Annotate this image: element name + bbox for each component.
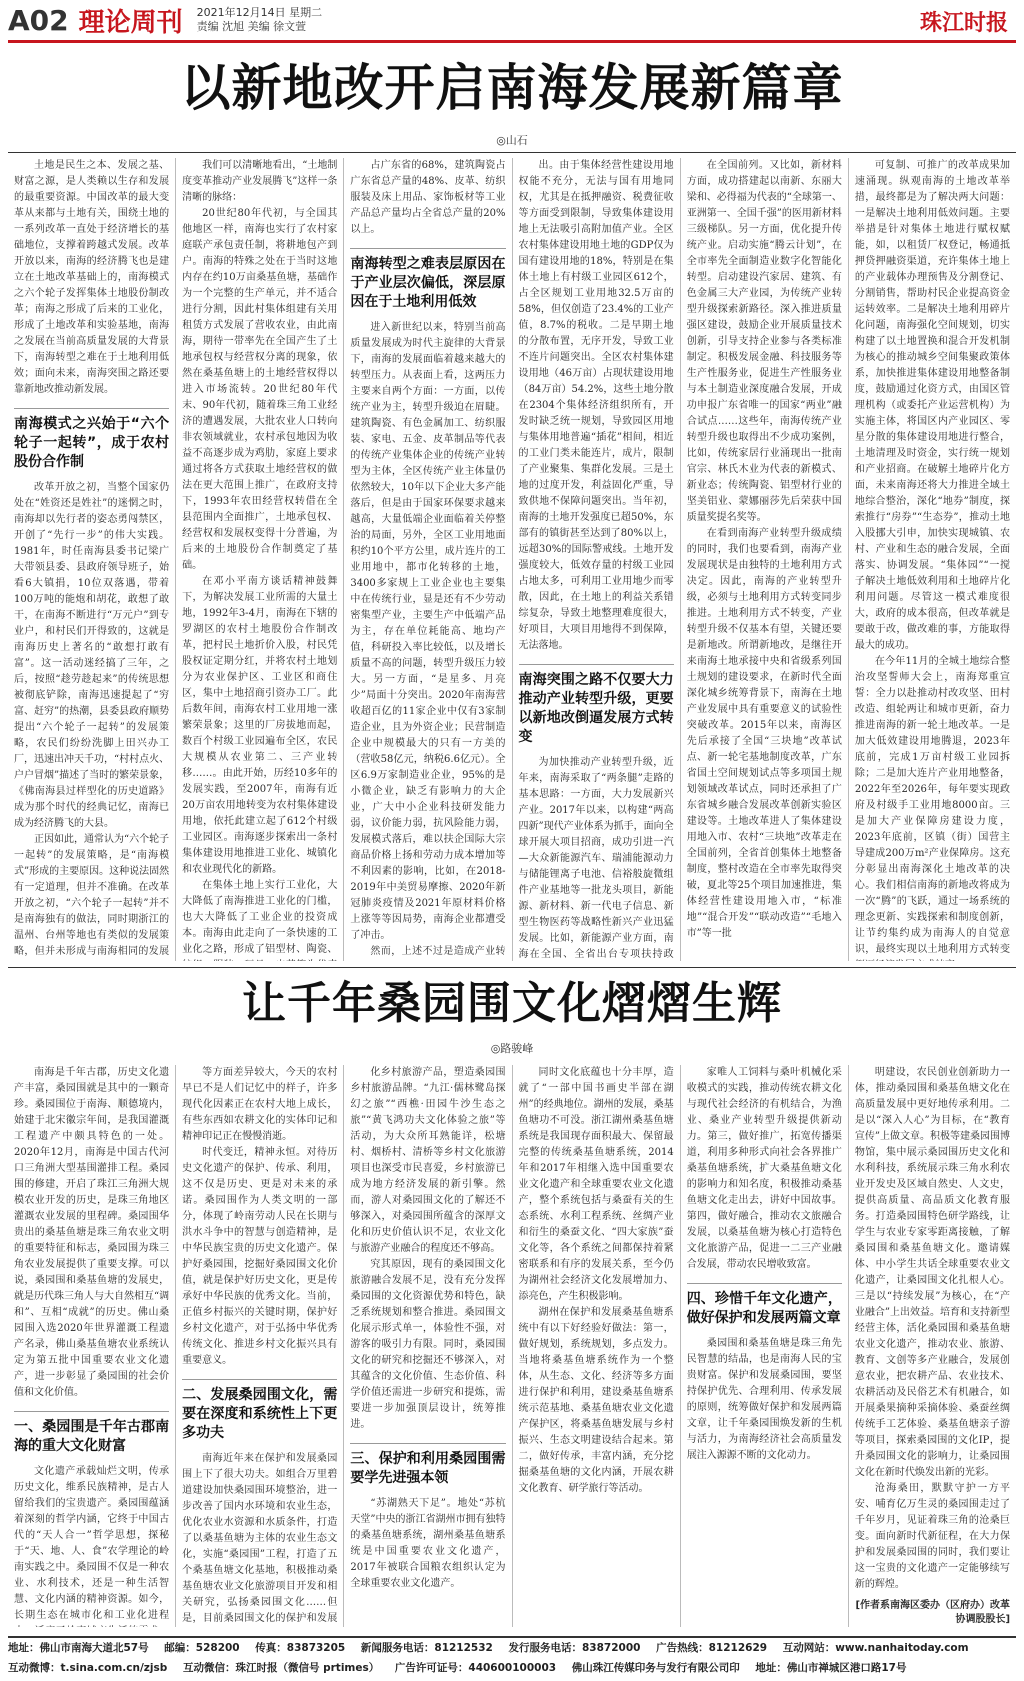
paragraph: 南海是千年古郡，历史文化遗产丰富，桑园围就是其中的一颗奇珍。桑园围位于南海、顺德境内，始建于北宋徽宗年间，是我国灌溉工程遗产中颇具特色的一处。2020年12月，南海是中国古代河口三角洲大型基围灌排工程。桑园围的修建，开启了珠江三角洲大规模农业开发的历史，是珠三角地区灌溉农业发展的里程碑。桑园围华贵出的桑基鱼塘是珠三角农业文明的重要特征和标志，桑园围为珠三角农业发展提供了重要支撑。可以说，桑园围和桑基鱼塘的发展史，就是历代珠三角人与大自然相互“调和”、互相“成就”的历史。佛山桑园围入选2020年世界灌溉工程遗产名录，佛山桑基鱼塘农业系统认定为第五批中国重要农业文化遗产，进一步彰显了桑园围的社会价值和文化价值。 (14, 1067, 170, 1398)
footer-info-row (8, 1658, 1016, 1678)
paragraph: 化乡村旅游产品，塑造桑园围乡村旅游品牌。“九江·儒林鹭岛探幻之旅”“西樵·田园牛沙生态之旅”“黄飞鸿功夫文化体验之旅”等活动，为大众所耳熟能详，松塘村、烟桥村、清桥等乡村文化旅游项目也深受市民喜爱，乡村旅游已成为地方经济发展的新引擎。然而，游人对桑园围文化的了解还不够深入，对桑园围所蕴含的深厚文化和历史价值认识不足，农业文化与旅游产业融合的程度还不够高。 (350, 1067, 506, 1254)
article-column-6 (849, 158, 1016, 961)
author-credit: [作者系南海区委办（区府办）改革协调股股长] (855, 1600, 1011, 1625)
headline-divider (8, 152, 1016, 153)
section-heading: 一、桑园围是千年古郡南海的重大文化财富 (14, 1411, 169, 1456)
article-column-5 (681, 158, 849, 961)
paragraph: 在邓小平南方谈话精神鼓舞下，为解决发展工业所需的大量土地，1992年3-4月，南海在下辖的罗湖区的农村土地股份合作制改革，把村民土地折价入股，村民凭股权证定期分红，并将农村土地划分为农业保护区、工业区和商住区，集中土地招商引资办工厂。此后数年间，南海农村工业用地一涨繁荣景象；这里的厂房拔地而起，数百个村级工业园遍布全区，农民大规模从农业第二、三产业转移……。由此开始，历经10多年的发展实践，至2007年，南海有近20万亩农用地转变为农村集体建设用地，依托此建立起了612个村级工业园区。南海逐步探索出一条村集体建设用地推进工业化、城镇化和农业现代化的新路。 (182, 576, 338, 875)
footer-ad-hotline: 广告热线：81212629 (656, 1642, 768, 1654)
footer-fax: 传真：83873205 (255, 1642, 346, 1654)
page-footer (8, 1636, 1016, 1678)
section-heading: 三、保护和利用桑园围需要学先进强本领 (350, 1443, 505, 1488)
paragraph: 为加快推动产业转型升级，近年来，南海采取了“两条腿”走路的基本思路：一方面，大力发展新兴产业。2017年以来，以构建“两高四新”现代产业体系为抓手，面向全球开展大项目招商，成功引进一汽—大众新能源汽车、瑞浦能源动力与储能锂离子电池、信裕般旋微组件产业基地等一批龙头项目，新能源、新材料、新一代电子信息、新型生物医药等战略性新兴产业迅猛发展。比如，新能源产业方面，南海在全国、全省出台专项扶持政 (518, 757, 674, 960)
article-byline: ◎路骏峰 (490, 1042, 534, 1055)
article-column-2 (176, 158, 344, 961)
paragraph: 然而，上述不过是造成产业转 (370, 946, 506, 957)
article-column-6 (849, 1065, 1016, 1627)
editors-credit: 责编 沈旭 美编 徐文萱 (196, 20, 307, 33)
article-land-reform (8, 44, 1016, 961)
paragraph: 在看到南海产业转型升级成绩的同时，我们也要看到，南海产业发展现状是由独特的土地利用方式决定。因此，南海的产业转型升级，必须与土地利用方式转变同步推进。土地利用方式不转变，产业转型升级不仅基本有望，关键还要是新地改。所谓新地改，是继往开来南海土地承接中央和省级系列国土规划的建设要求，在新时代全面深化城乡统筹背景下，南海在土地产业发展中具有重要意义的试验性突破改革。2015年以来，南海区先后承接了全国“三块地”改革试点、新一轮宅基地制度改革，广东省国土空间规划试点等多项国土规划领域改革试点，同时还承担了广东省城乡融合发展改革创新实验区建设等。土地改革进人了集体建设用地入市、农村“三块地”改革走在全国前列，全省首创集体土地整备制度，整村改造在全市率先取得突破，夏北等25个项目加速推进，集体经营性建设用地入市，“标准地”“混合开发”“联动改造”“毛地入市”等一批 (686, 528, 842, 939)
section-heading: 二、发展桑园围文化，需要在深度和系统性上下更多功夫 (182, 1379, 337, 1443)
article-headline: 让千年桑园围文化熠熠生辉 (242, 978, 782, 1029)
paragraph: 时代变迁，精神永恒。对待历史文化遗产的保护、传承、利用，这不仅是历史、更是对未来的承诺。桑园围作为人类文明的一部分，体现了岭南劳动人民在长期与洪水斗争中的智慧与创造精神，是中华民族宝贵的历史文化遗产。保护好桑园围，挖掘好桑园围文化价值，就是保护好历史文化，更是传承好中华民族的优秀文化。当前，正值乡村振兴的关键时期，保护好乡村文化遗产，对于弘扬中华优秀传统文化、推进乡村文化振兴具有重要意义。 (182, 1147, 338, 1366)
article-headline: 以新地改开启南海发展新篇章 (180, 59, 844, 117)
article-column-3 (344, 1065, 512, 1627)
paragraph: 在全国前列。又比如，新材料方面，成功搭建起以南新、东丽大梁和、必得福为代表的“全球第一、亚洲第一、全国千强”的医用新材料三级梯队。另一方面，优化提升传统产业。启动实施“腾云计划”，在全市率先全面制造业数字化智能化转型。启动建设汽家居、建筑、有色金属三大产业园，为传统产业转型升级探索新路径。深入推进质量强区建设，鼓励企业开展质量技术创新，引导支持企业参与各类标准制定。积极发展金融、科技服务等生产性服务业，促进生产性服务业与本土制造业深度融合发展，开成功申报广东省唯一的国家“两业”融合试点……这些年，南海传统产业转型升级也取得出不少成功案例，比如，传统家居行业涌现出一批南官宗、林氏木业为代表的新模式、新业态；传统陶瓷、铝型材行业的坚美铝业、蒙娜丽莎先后荣获中国质量奖提名奖等。 (686, 160, 842, 523)
paragraph: 在今年11月的全城土地综合整治攻坚誓师大会上，南海郑重宣誓：全力以赴推动村改攻坚、田村改造、组轮两让和城市更新，奋力推进南海的新一轮土地改革。一是加大低效建设用地腾退，2023年底前，完成1万亩村级工业园拆除；二是加大连片产业用地整备，2022年至2026年，每年要实现政府及村级手工业用地8000亩。三是加大产业保障房建设力度，2023年底前，区镇（街）国营主导建成200万m²产业保障房。这充分彰显出南海深化土地改革的决心。我们相信南海的新地改将成为一次“腾”的飞跃，通过一场系统的理念更新、实践探索和制度创新，让节约集约成为南海人的自觉意识，最终实现以土地利用方式转变 (854, 656, 1011, 955)
footer-news-hotline: 新闻服务电话：81212532 (360, 1642, 493, 1654)
article-columns (8, 158, 1016, 961)
footer-distribution-hotline: 发行服务电话：83872000 (508, 1642, 641, 1654)
article-column-4 (513, 1065, 681, 1627)
section-heading: 四、珍惜千年文化遗产，做好保护和发展两篇文章 (687, 1283, 842, 1328)
article-byline: ◎山石 (496, 134, 528, 147)
section-heading: 南海转型之难表层原因在于产业层次偏低，深层原因在于土地利用低效 (350, 248, 505, 312)
section-title: 理论周刊 (78, 7, 183, 38)
issue-date: 2021年12月14日 星期二 (196, 6, 323, 19)
paragraph: 进入新世纪以来，特别当前高质量发展成为时代主旋律的大背景下，南海的发展面临着越来越大的转型压力。从表面上看，这两压力主要来自两个方面：一方面，以传统产业为主，转型升级迫在眉睫。建筑陶瓷、有色金属加工、纺织服装、家电、五金、皮革制品等代表的传统产业集体企业的传统产业转型为主体，全区传统产业主体量仍依然较大，10年以下企业大多产能落后，但是由于国家环保要求越来越高，大量低端企业面临着关停整治的局面，另外，全区工业用地面积约10个平方公里，成片连片的工业用地中，都市化转移的土地，3400多家规上工业企业也主要集中在传统行业，显是还有不少劳动密集型产业，主要生产中低端产品为主，存在单位耗能高、地均产值，科研投入率比较低，以及增长质量不高的问题，转型升级压力较大。另一方面，“是星多、月亮少”局面十分突出。2020年南海营收超百亿的11家企业中仅有3家制造企业，且为外资企业；民营制造企业中规模最大的只有一方美的（营收58亿元，纳税6.6亿元）。全区6.9万家制造业企业，95%的是小微企业，缺乏有影响力的大企业，广大中小企业科技研发能力弱，议价能力弱，抗风险能力弱，发展模式落后，难以扶企国际大宗商品价格上扬和劳动力成本增加等不利因素的影响，比如，在2018-2019年中美贸易摩擦、2020年新冠肺炎疫情及2021年原材料价格上涨等等因局势，南海企业都遭受了冲击。 (350, 322, 506, 941)
article-column-4 (513, 158, 681, 961)
paragraph: 同时文化底蕴也十分丰厚，造就了“一部中国书画史半部在湖州”的经典地位。湖州的发展，桑基鱼塘功不可没。浙江湖州桑基鱼塘系统是我国现存面积最大、保留最完整的传统桑基鱼塘系统，2014年和2017年相继入选中国重要农业文化遗产和全球重要农业文化遗产，整个系统包括与桑蚕有关的生态系统、水利工程系统、丝绸产业和衍生的桑蚕文化、“四大家族”蚕文化等，各个系统之间都保持着紧密联系和有序的发展关系，至今仍为湖州社会经济文化发展增加力、添亮色，产生积极影响。 (518, 1067, 674, 1302)
page-number: A02 (8, 3, 69, 37)
section-heading: 南海突围之路不仅要大力推动产业转型升级，更要以新地改倒逼发展方式转变 (519, 664, 674, 747)
section-heading: 南海模式之兴始于“六个轮子一起转”，成于农村股份合作制 (14, 408, 169, 472)
paragraph: 沧海桑田，默默守护一方平安、哺育亿万生灵的桑园围走过了千年岁月，见证着珠三角的沧桑巨变。面向新时代新征程，在大力保护和发展桑园围的同时，我们要让这一宝贵的文化遗产一定能够续写新的辉煌。 (854, 1483, 1011, 1590)
article-column-1 (8, 158, 176, 961)
paragraph: 占广东省的68%，建筑陶瓷占广东省总产量的48%、皮革、纺织服装及床上用品、家饰板材等工业产品总产量均占全省总产量的20%以上。 (350, 160, 506, 235)
footer-postcode: 邮编：528200 (164, 1642, 240, 1654)
footer-address: 地址：佛山市南海大道北57号 (8, 1642, 149, 1654)
article-sangyuanwei (8, 967, 1016, 1627)
article-column-2 (176, 1065, 344, 1627)
paragraph: 可复制、可推广的改革成果加速涌现。纵观南海的土地改革举措，最终都是为了解决两大问题：一是解决土地利用低效问题。主要举措是针对集体土地进行赋权赋能，如，以租赁厂权登记，畅通抵押贷押融资渠道，充许集体土地上的产业载体办理预售及分割登记、分割销售，帮助村民企业提高资金运转效率。二是解决土地利用碎片化问题，南海强化空间规划，切实构建了以土地置换和混合开发机制为核心的推动城乡空间集聚政策体系，加快推进集体建设用地整备制度，鼓励通过化资方式，由国区管理机构（或委托产业运营机构）为实施主体，将国区内产业园区、零星分散的集体建设用地进行整合，土地清理及时资金，实行统一规划和产业招商。在破解土地碎片化方面，未来南海还将大力推进全域土地综合整治，深化“地券”制度，探索推行“房券”“生态券”，推动土地入股挪大引申，加快实现城镇、农村、产业和生态的融合发展，全面落实、协调发展。“集体园”“一搅子解决土地低效利用和土地碎片化利用问题。尽管这一模式难度很大，政府的成本很高，但改革就是要敢于改，做改难的事，方能取得最大的成功。 (854, 160, 1011, 651)
footer-weibo-link[interactable]: 互动微博：t.sina.com.cn/zjsb (8, 1662, 168, 1674)
footer-ad-license: 广告许可证号：440600100003 (394, 1662, 557, 1674)
article-column-5 (681, 1065, 849, 1627)
paragraph: 我们可以清晰地看出，“土地制度变革推动产业发展腾飞”这样一条清晰的脉络： (182, 160, 338, 203)
footer-website-link[interactable]: 互动网站：www.nanhaitoday.com (782, 1642, 969, 1654)
newspaper-logo: 珠江时报 (919, 10, 1008, 36)
paragraph: 究其原因，现有的桑园围文化旅游融合发展不足，没有充分发挥桑园围的文化资源优势和特色，缺乏系统规划和整合推进。桑园围文化展示形式单一，体验性不强，对游客的吸引力有限。同时，桑园围文化的研究和挖掘还不够深入，对其蕴含的文化价值、生态价值、科学价值还需进一步研究和提炼，需要进一步加强顶层设计，统筹推进。 (350, 1259, 506, 1430)
paragraph: 出。由于集体经营性建设用地权能不充分，无法与国有用地同权，尤其是在抵押融资、税费征收等方面受到限制，导致集体建设用地上无法吸引高附加值产业。全区农村集体建设用地土地的GDP仅为国有建设用地的18%，特别是在集体土地上有村级工业园区612个，占全区规划工业用地32.5万亩的58%，但仅创造了23.4%的工业产值，8.7%的税收。二是早期土地的分散布置，无序开发，导致工业不连片问题突出。全区农村集体建设用地（46万亩）占现状建设用地（84万亩）54.2%，这些土地分散在2304个集体经济组织所有，开发时缺乏统一规划，导致园区用地与集体用地普遍“插花”相间，相近的工业门类未能连片，成片，限制了产业聚集、集群化发展。三是土地的过度开发，利益固化严重，导致供地不保障问题突出。当年初，南海的土地开发强度已超50%，东部有的镇街甚至达到了80%以上，远超30%的国际警戒线。土地开发强度较大，低效存量的村级工业园占地太多，可利用工业用地少而零散，因此，在土地上的利益关系错综复杂，导致土地整理难度很大，好项目，大项目用地得不到保障，无法落地。 (518, 160, 674, 651)
paragraph: 家唯人工饲料与桑叶机械化采收模式的实践，推动传统农耕文化与现代社会经济的有机结合，为渔业、桑业产业转型升级提供新动力。第三，做好推广，拓宽传播渠道，利用多种形式向社会各界推广桑基鱼塘系统，扩大桑基鱼塘文化的影响力和知名度，积极推动桑基鱼塘文化走出去，讲好中国故事。第四，做好融合，推动农文旅融合发展，以桑基鱼塘为核心打造特色文化旅游产品，促进一二三产业融合发展，带动农民增收致富。 (686, 1067, 842, 1270)
masthead (8, 0, 1016, 43)
paragraph: 正因如此，通常认为“六个轮子一起转”的发展策略，是“南海模式”形成的主要原因。这种说法固然有一定道理，但并不准确。在改革开放之初，“六个轮子一起转”并不是南海独有的做法，同时期浙江的温州、台州等地也有类似的发展策略，但并未形成与南海相同的发展 (14, 834, 170, 957)
footer-wechat: 互动微信：珠江时报（微信号 prtimes） (182, 1662, 380, 1674)
paragraph: 明建设，农民创业创新助力一体，推动桑园围和桑基鱼塘文化在高质量发展中更好地传承利用。二是以“深入人心”为目标，在“教育宣传”上做文章。积极等建桑园围博物馆，集中展示桑园围历史文化和水利科技，系统展示珠三角水利农业开发史及区域自然史、人文史，提供高质量、高品质文化教育服务。打造桑园围特色研学路线，让学生与农业专家零距离接触，了解桑园围和桑基鱼塘文化。邀请媒体、中小学生共话全球重要农业文化遗产，让桑园围文化扎根人心。三是以“持续发展”为核心，在“产业融合”上出效益。培育和支持新型经营主体，活化桑园围和桑基鱼塘农业文化遗产，推动农业、旅游、教育、文创等多产业融合，发展创意农业，把农耕产品、农业技术、农耕活动及民俗艺术有机融合，如开展桑果摘种采摘体验、桑蚕丝绸传统手工艺体验、桑基鱼塘亲子游等项目，探索桑园围的文化IP，提升桑园围文化的影响力，让桑园围文化在新时代焕发出新的光彩。 (854, 1067, 1011, 1478)
issue-info (197, 6, 323, 34)
paragraph: 在集体土地上实行工业化，大大降低了南海推进工业化的门槛，也大大降低了工业企业的投资成本。南海由此走向了一条快速的工业化之路，形成了铝型材、陶瓷、 (182, 880, 338, 955)
paragraph: 20世纪80年代初，与全国其他地区一样，南海也实行了农村家庭联产承包责任制，将耕地包产到户。南海的特殊之处在于当时这地内存在约10万亩桑基鱼塘，基础作为一个完整的生产单元，并不适合进行分割，因此村集体组建有关用租赁方式发展了营收农业，由此南海，期待一带率先在全国产生了土地承包权与经营权分离的现象，依然在桑基鱼塘上的土地经营权得以进入市场流转。20世纪80年代末、90年代初，随着珠三角工业经济的遭遇发展，大批农业人口转向非农领域就业，农村承包地因为收益不高逐步成为鸡肋，家庭上要求通过将各方式获取土地经营权的做法在更大范围上推广，在政府支持下，1993年农田经营权转借在全县范围内全面推广，土地承包权、经营权和发展权变得十分普遍，为后来的土地股份合作制奠定了基础。 (182, 208, 338, 571)
article-column-1 (8, 1065, 176, 1627)
paragraph: “苏湖熟天下足”。地处“苏杭天堂”中央的浙江省湖州市拥有独特的桑基鱼塘系统，湖州桑基鱼塘系统是中国重要农业文化遗产，2017年被联合国粮农组织认定为全球重要农业文化遗产。 (350, 1498, 506, 1589)
paragraph: 桑园围和桑基鱼塘是珠三角先民智慧的结晶，也是南海人民的宝贵财富。保护和发展桑园围，要坚持保护优先、合理利用、传承发展的原则，统筹做好保护和发展两篇文章，让千年桑园围焕发新的生机与活力，为南海经济社会高质量发展注入源源不断的文化动力。 (686, 1338, 842, 1461)
footer-contact-row (8, 1638, 1016, 1658)
footer-printer-address: 地址：佛山市禅城区港口路17号 (755, 1662, 907, 1674)
paragraph: 南海近年来在保护和发展桑园围上下了很大功夫。如组合万里碧道建设加快桑园围环境整治，进一步改善了国内水环境和农业生态，优化农业水资源和水质条件，打造了以桑基鱼塘为主体的农业生态文化，实施“桑园围”工程，打造了五个桑基鱼塘文化基地，积极推动桑基鱼塘农业文化旅游项目开发和相关研究，弘扬桑园围文化……但是，目前桑园围文化的保护和发展 (182, 1453, 338, 1624)
footer-printer: 佛山珠江传媒印务与发行有限公司印 (571, 1662, 740, 1674)
paragraph: 文化遗产承载灿烂文明，传承历史文化，维系民族精神，是古人留给我们的宝贵遗产。桑园围蕴涵着深刻的哲学内涵，它终于中国古代的“天人合一”哲学思想，探秘于“天、地、人、食”农学理论的岭南实践之中。桑园围不仅是一种农业、水利技术，还是一种生活智慧、文化内涵的精神资源。如今，长期生态在城市化和工业化进程 (14, 1466, 170, 1621)
paragraph: 改革开放之初，当整个国家仍处在“姓资还是姓社”的迷惘之时，南海却以先行者的姿态勇闯禁区，开创了“先行一步”的伟大实践。1981年，时任南海县委书记梁广大带领县委、县政府领导班子，始看6大镇捐，10位双落遇，带着100万吨的能炮和胡花，敢想了敢干，在南海不断进行“万元户”到专业户，和村民们开得致的，这就是南海历史上著名的“敢想打敢有富”。这一活动迷经搞了三年，之后，按照“趁劳趁起来”的传统思想被彻底铲除，南海迅速提起了“穷富、赶穷”的热潮，县委县政府顺势提出“六个轮子一起转”的发展策略，农民们纷纷洗脚上田兴办工厂，迅速出冲天千功，“村村点火、户户冒烟”描述了当时的繁荣景象，《佛南海县过样型化的历史道路》成为那个时代的经典记忆，南海已成为经济腾飞的大县。 (14, 482, 170, 829)
article-column-3 (344, 158, 512, 961)
article-columns (8, 1065, 1016, 1627)
paragraph: 土地是民生之本、发展之基、财富之源，是人类赖以生存和发展的最重要资源。中国改革的最大变革从来都与土地有关，围绕土地的一系列改革一直处于经济增长的基础地位，支撑着跨越式发展。改革开放以来，南海的经济腾飞也是建立在土地改革基础上的，南海模式之六个轮子发挥集体土地股份制改革；南海之形成了后来的工业化，形成了土地改革和实验基地，南海之发展在当前高质量发展的大背景下，南海转型之难在于土地利用低效；面向未来，南海突围之路还要靠新地改推动新发展。 (14, 160, 170, 395)
paragraph: 湖州在保护和发展桑基鱼塘系统中有以下好经验好做法：第一，做好规划，系统规划，多点发力。当地将桑基鱼塘系统作为一个整体，从生态、文化、经济等多方面进行保护和利用，建设桑基鱼塘系统示范基地、桑基鱼塘农业文化遗产保护区，将桑基鱼塘发展与乡村振兴、生态文明建设结合起来。第二，做好传承，丰富内涵，充分挖掘桑基鱼塘的文化内涵，开展农耕文化教育、研学旅行等活动。 (518, 1307, 674, 1494)
paragraph: 等方面差异较大，今天的农村早已不是人们记忆中的样子，许多现代化因素正在农村大地上成长，有些东西如农耕文化的实体印记和精神印记正在慢慢消逝。 (182, 1067, 338, 1142)
